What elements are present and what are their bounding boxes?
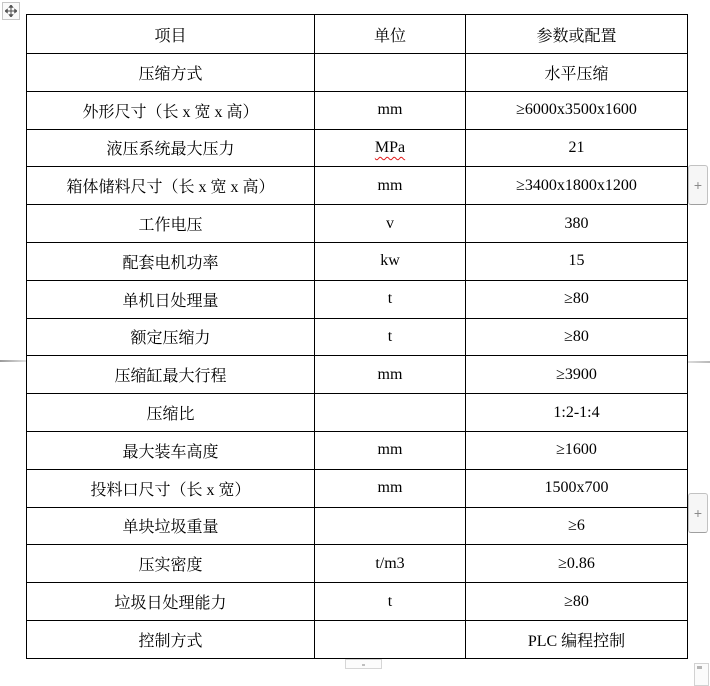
- value-cell[interactable]: [466, 91, 688, 129]
- unit-text-spellcheck-flagged: MPa: [374, 138, 406, 156]
- table-row: [27, 545, 688, 583]
- value-cell[interactable]: [466, 469, 688, 507]
- unit-cell[interactable]: [315, 167, 466, 205]
- item-text: 外形尺寸（长 x 宽 x 高）: [82, 103, 259, 121]
- item-text: 压实密度: [138, 557, 203, 575]
- table-row: [27, 280, 688, 318]
- unit-cell[interactable]: [315, 242, 466, 280]
- header-value-cell[interactable]: [466, 15, 688, 54]
- move-icon: [5, 5, 17, 17]
- item-text: 垃圾日处理能力: [114, 595, 227, 613]
- header-item-cell[interactable]: [27, 15, 315, 54]
- value-text: 21: [568, 138, 585, 156]
- value-text: ≥6000x3500x1600: [516, 101, 637, 119]
- unit-text: mm: [377, 176, 403, 194]
- unit-cell[interactable]: [315, 91, 466, 129]
- table-row: [27, 91, 688, 129]
- value-cell[interactable]: [466, 394, 688, 432]
- value-text: 1:2-1:4: [553, 403, 600, 421]
- item-cell[interactable]: [27, 507, 315, 545]
- table-row: [27, 205, 688, 243]
- item-cell[interactable]: [27, 545, 315, 583]
- item-cell[interactable]: [27, 91, 315, 129]
- value-cell[interactable]: [466, 507, 688, 545]
- table-row: [27, 167, 688, 205]
- item-cell[interactable]: [27, 205, 315, 243]
- item-text: 额定压缩力: [130, 330, 211, 348]
- item-cell[interactable]: [27, 394, 315, 432]
- unit-text: mm: [377, 441, 403, 459]
- unit-text: t: [387, 327, 393, 345]
- value-cell[interactable]: [466, 620, 688, 658]
- unit-text: mm: [377, 101, 403, 119]
- item-cell[interactable]: [27, 54, 315, 92]
- value-cell[interactable]: [466, 167, 688, 205]
- value-cell[interactable]: [466, 431, 688, 469]
- value-text: ≥80: [564, 327, 589, 345]
- item-cell[interactable]: [27, 167, 315, 205]
- header-unit-label: 单位: [373, 27, 406, 45]
- table-move-handle[interactable]: [2, 2, 20, 20]
- unit-cell[interactable]: [315, 318, 466, 356]
- value-cell[interactable]: [466, 129, 688, 167]
- item-text: 单块垃圾重量: [122, 519, 219, 537]
- value-text: PLC 编程控制: [527, 632, 626, 650]
- table-resize-handle-artifact[interactable]: [694, 663, 709, 686]
- bottom-center-handle-artifact: [345, 659, 382, 669]
- plus-button-upper[interactable]: +: [688, 165, 708, 205]
- item-text: 压缩比: [146, 406, 195, 424]
- table-header-row: [27, 15, 688, 54]
- item-cell[interactable]: [27, 431, 315, 469]
- value-cell[interactable]: [466, 356, 688, 394]
- item-text: 工作电压: [138, 217, 203, 235]
- spec-table: [26, 14, 688, 659]
- item-text: 控制方式: [138, 632, 203, 650]
- table-row: [27, 394, 688, 432]
- table-row: [27, 620, 688, 658]
- table-row: [27, 54, 688, 92]
- table-row: [27, 469, 688, 507]
- item-text: 最大装车高度: [122, 443, 219, 461]
- table-row: [27, 318, 688, 356]
- value-text: 水平压缩: [544, 65, 609, 83]
- table-row: [27, 242, 688, 280]
- value-text: ≥1600: [556, 441, 597, 459]
- unit-cell[interactable]: [315, 431, 466, 469]
- table-row: [27, 129, 688, 167]
- value-text: ≥0.86: [558, 554, 595, 572]
- table-row: [27, 356, 688, 394]
- item-cell[interactable]: [27, 620, 315, 658]
- unit-cell[interactable]: [315, 583, 466, 621]
- item-text: 压缩缸最大行程: [114, 368, 227, 386]
- unit-cell[interactable]: [315, 54, 466, 92]
- unit-cell[interactable]: [315, 469, 466, 507]
- header-unit-cell[interactable]: [315, 15, 466, 54]
- value-cell[interactable]: [466, 54, 688, 92]
- value-text: 15: [568, 252, 585, 270]
- unit-text: kw: [380, 252, 400, 270]
- value-text: ≥3900: [556, 365, 597, 383]
- value-cell[interactable]: [466, 318, 688, 356]
- item-text: 液压系统最大压力: [106, 141, 235, 159]
- value-text: 1500x700: [544, 479, 609, 497]
- value-cell[interactable]: [466, 583, 688, 621]
- header-value-label: 参数或配置: [536, 27, 617, 45]
- item-text: 箱体储料尺寸（长 x 宽 x 高）: [66, 179, 275, 197]
- item-text: 单机日处理量: [122, 292, 219, 310]
- unit-cell[interactable]: [315, 545, 466, 583]
- item-cell[interactable]: [27, 318, 315, 356]
- item-text: 配套电机功率: [122, 254, 219, 272]
- page-boundary-marker-left: [0, 360, 26, 362]
- unit-text: t/m3: [375, 554, 405, 572]
- value-text: ≥3400x1800x1200: [516, 176, 637, 194]
- unit-text: mm: [377, 479, 403, 497]
- value-cell[interactable]: [466, 242, 688, 280]
- value-text: ≥80: [564, 290, 589, 308]
- item-text: 投料口尺寸（长 x 宽）: [90, 481, 251, 499]
- table-row: [27, 507, 688, 545]
- unit-text: t: [387, 592, 393, 610]
- item-text: 压缩方式: [138, 65, 203, 83]
- value-text: ≥6: [568, 516, 585, 534]
- unit-cell[interactable]: [315, 280, 466, 318]
- value-cell[interactable]: [466, 545, 688, 583]
- item-cell[interactable]: [27, 356, 315, 394]
- unit-text: v: [386, 214, 394, 232]
- value-cell[interactable]: [466, 205, 688, 243]
- unit-text: mm: [377, 365, 403, 383]
- unit-cell[interactable]: [315, 507, 466, 545]
- table-row: [27, 431, 688, 469]
- item-cell[interactable]: [27, 242, 315, 280]
- unit-cell[interactable]: [315, 394, 466, 432]
- unit-text: t: [387, 290, 393, 308]
- plus-button-lower[interactable]: +: [688, 493, 708, 533]
- item-cell[interactable]: [27, 583, 315, 621]
- item-cell[interactable]: [27, 280, 315, 318]
- header-item-label: 项目: [154, 27, 187, 45]
- item-cell[interactable]: [27, 129, 315, 167]
- value-text: ≥80: [564, 592, 589, 610]
- unit-cell[interactable]: [315, 205, 466, 243]
- table-row: [27, 583, 688, 621]
- value-cell[interactable]: [466, 280, 688, 318]
- item-cell[interactable]: [27, 469, 315, 507]
- unit-cell[interactable]: [315, 620, 466, 658]
- page-boundary-marker-right: [688, 361, 710, 363]
- unit-cell[interactable]: [315, 129, 466, 167]
- unit-cell[interactable]: [315, 356, 466, 394]
- value-text: 380: [564, 214, 589, 232]
